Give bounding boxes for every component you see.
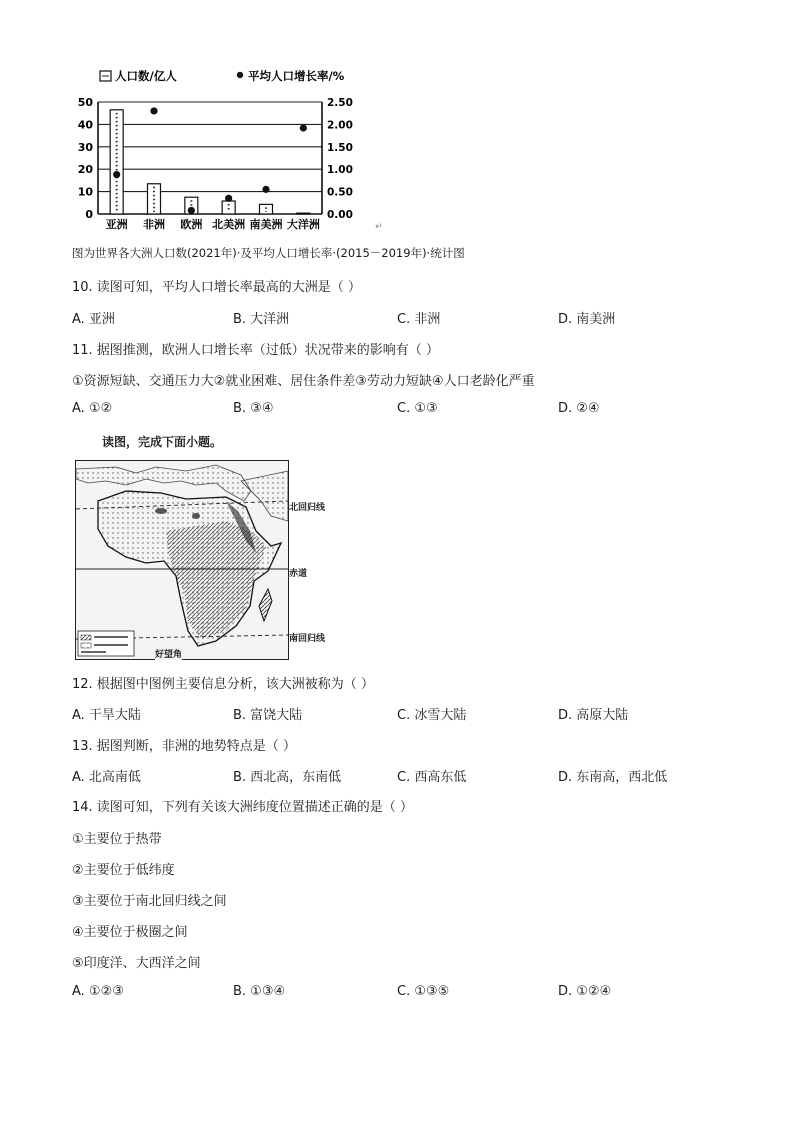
growth-rate-point <box>262 186 269 193</box>
y-right-ticks <box>327 97 353 221</box>
x-tick-label: 大洋洲 <box>286 218 320 231</box>
africa-map-drawing <box>76 461 288 659</box>
q14-option-d[interactable]: D. ①②④ <box>558 984 612 999</box>
y-left-tick-label: 10 <box>77 185 93 199</box>
q13-option-d[interactable]: D. 东南高，西北低 <box>558 770 668 785</box>
y-left-tick-label: 20 <box>77 163 93 177</box>
q12-option-a[interactable]: A. 干旱大陆 <box>72 708 141 723</box>
label-tropic-capricorn: 南回归线 <box>289 634 326 644</box>
q11-items: ①资源短缺、交通压力大②就业困难、居住条件差③劳动力短缺④人口老龄化严重 <box>72 374 535 389</box>
legend-swatch-high <box>81 635 91 640</box>
y-left-ticks <box>78 96 94 221</box>
growth-rate-point <box>300 124 307 131</box>
y-right-tick-label: 2.50 <box>327 97 353 109</box>
y-right-tick-label: 0.50 <box>327 186 353 199</box>
x-ticks <box>106 217 320 231</box>
q14-item-5: ⑤印度洋、大西洋之间 <box>72 956 201 971</box>
y-right-tick-label: 0.00 <box>327 209 353 221</box>
q12-option-d[interactable]: D. 高原大陆 <box>558 708 629 723</box>
africa-map <box>75 460 289 660</box>
q11-option-c[interactable]: C. ①③ <box>397 401 438 416</box>
y-right-tick-label: 1.00 <box>327 164 353 177</box>
section-intro: 读图，完成下面小题。 <box>102 435 223 449</box>
bar <box>297 213 310 214</box>
q11-stem: 11. 据图推测，欧洲人口增长率（过低）状况带来的影响有（ ） <box>72 343 439 358</box>
q14-item-4: ④主要位于极圈之间 <box>72 925 188 940</box>
q12-option-c[interactable]: C. 冰雪大陆 <box>397 708 467 723</box>
x-tick-label: 北美洲 <box>212 218 246 231</box>
y-left-tick-label: 50 <box>77 96 93 109</box>
growth-rate-point <box>225 195 232 202</box>
growth-rate-point <box>113 171 120 178</box>
paragraph-mark: ↵ <box>375 222 383 232</box>
q14-option-b[interactable]: B. ①③④ <box>233 984 286 999</box>
q14-option-a[interactable]: A. ①②③ <box>72 984 124 999</box>
population-chart <box>70 62 370 234</box>
q10-option-a[interactable]: A. 亚洲 <box>72 312 115 327</box>
bar <box>260 204 273 214</box>
q11-option-b[interactable]: B. ③④ <box>233 401 274 416</box>
label-equator: 赤道 <box>289 569 308 579</box>
legend-swatch-mid <box>81 643 91 648</box>
y-right-tick-label: 1.50 <box>327 141 353 154</box>
desert-mark <box>155 508 167 514</box>
legend-point-marker <box>237 72 243 78</box>
desert-mark-2 <box>192 513 200 519</box>
y-left-tick-label: 30 <box>77 140 93 154</box>
q14-item-3: ③主要位于南北回归线之间 <box>72 894 227 909</box>
growth-rate-point <box>188 207 195 214</box>
y-left-tick-label: 0 <box>85 208 93 221</box>
q10-option-b[interactable]: B. 大洋洲 <box>233 312 290 327</box>
q13-option-c[interactable]: C. 西高东低 <box>397 770 467 785</box>
label-tropic-cancer: 北回归线 <box>289 503 326 513</box>
madagascar <box>259 589 272 621</box>
q10-option-c[interactable]: C. 非洲 <box>397 312 441 327</box>
x-tick-label: 欧洲 <box>180 218 203 231</box>
q12-option-b[interactable]: B. 富饶大陆 <box>233 708 303 723</box>
q11-option-d[interactable]: D. ②④ <box>558 401 600 416</box>
q13-stem: 13. 据图判断，非洲的地势特点是（ ） <box>72 739 296 754</box>
point-series <box>113 107 307 214</box>
y-right-tick-label: 2.00 <box>327 119 353 132</box>
growth-rate-point <box>150 107 157 114</box>
bar-series <box>110 110 310 214</box>
x-tick-label: 南美洲 <box>249 218 283 231</box>
x-tick-label: 亚洲 <box>105 218 128 231</box>
q11-option-a[interactable]: A. ①② <box>72 401 113 416</box>
legend-bar-label: 人口数/亿人 <box>115 69 177 83</box>
gridlines <box>98 102 322 192</box>
chart-caption: 图为世界各大洲人口数(2021年)·及平均人口增长率·(2015－2019年)·统计图 <box>72 246 465 260</box>
q14-stem: 14. 读图可知，下列有关该大洲纬度位置描述正确的是（ ） <box>72 800 413 815</box>
q13-option-a[interactable]: A. 北高南低 <box>72 770 141 785</box>
q14-item-1: ①主要位于热带 <box>72 832 162 847</box>
x-tick-label: 非洲 <box>143 218 165 231</box>
q13-option-b[interactable]: B. 西北高，东南低 <box>233 770 342 785</box>
q10-stem: 10. 读图可知，平均人口增长率最高的大洲是（ ） <box>72 280 361 295</box>
q14-option-c[interactable]: C. ①③⑤ <box>397 984 450 999</box>
legend-point-label: 平均人口增长率/% <box>248 69 345 83</box>
label-cape-of-good-hope: 好望角 <box>155 647 182 660</box>
bar <box>222 201 235 214</box>
q10-option-d[interactable]: D. 南美洲 <box>558 312 616 327</box>
y-left-tick-label: 40 <box>77 118 93 132</box>
q12-stem: 12. 根据图中图例主要信息分析，该大洲被称为（ ） <box>72 677 374 692</box>
q14-item-2: ②主要位于低纬度 <box>72 863 175 878</box>
